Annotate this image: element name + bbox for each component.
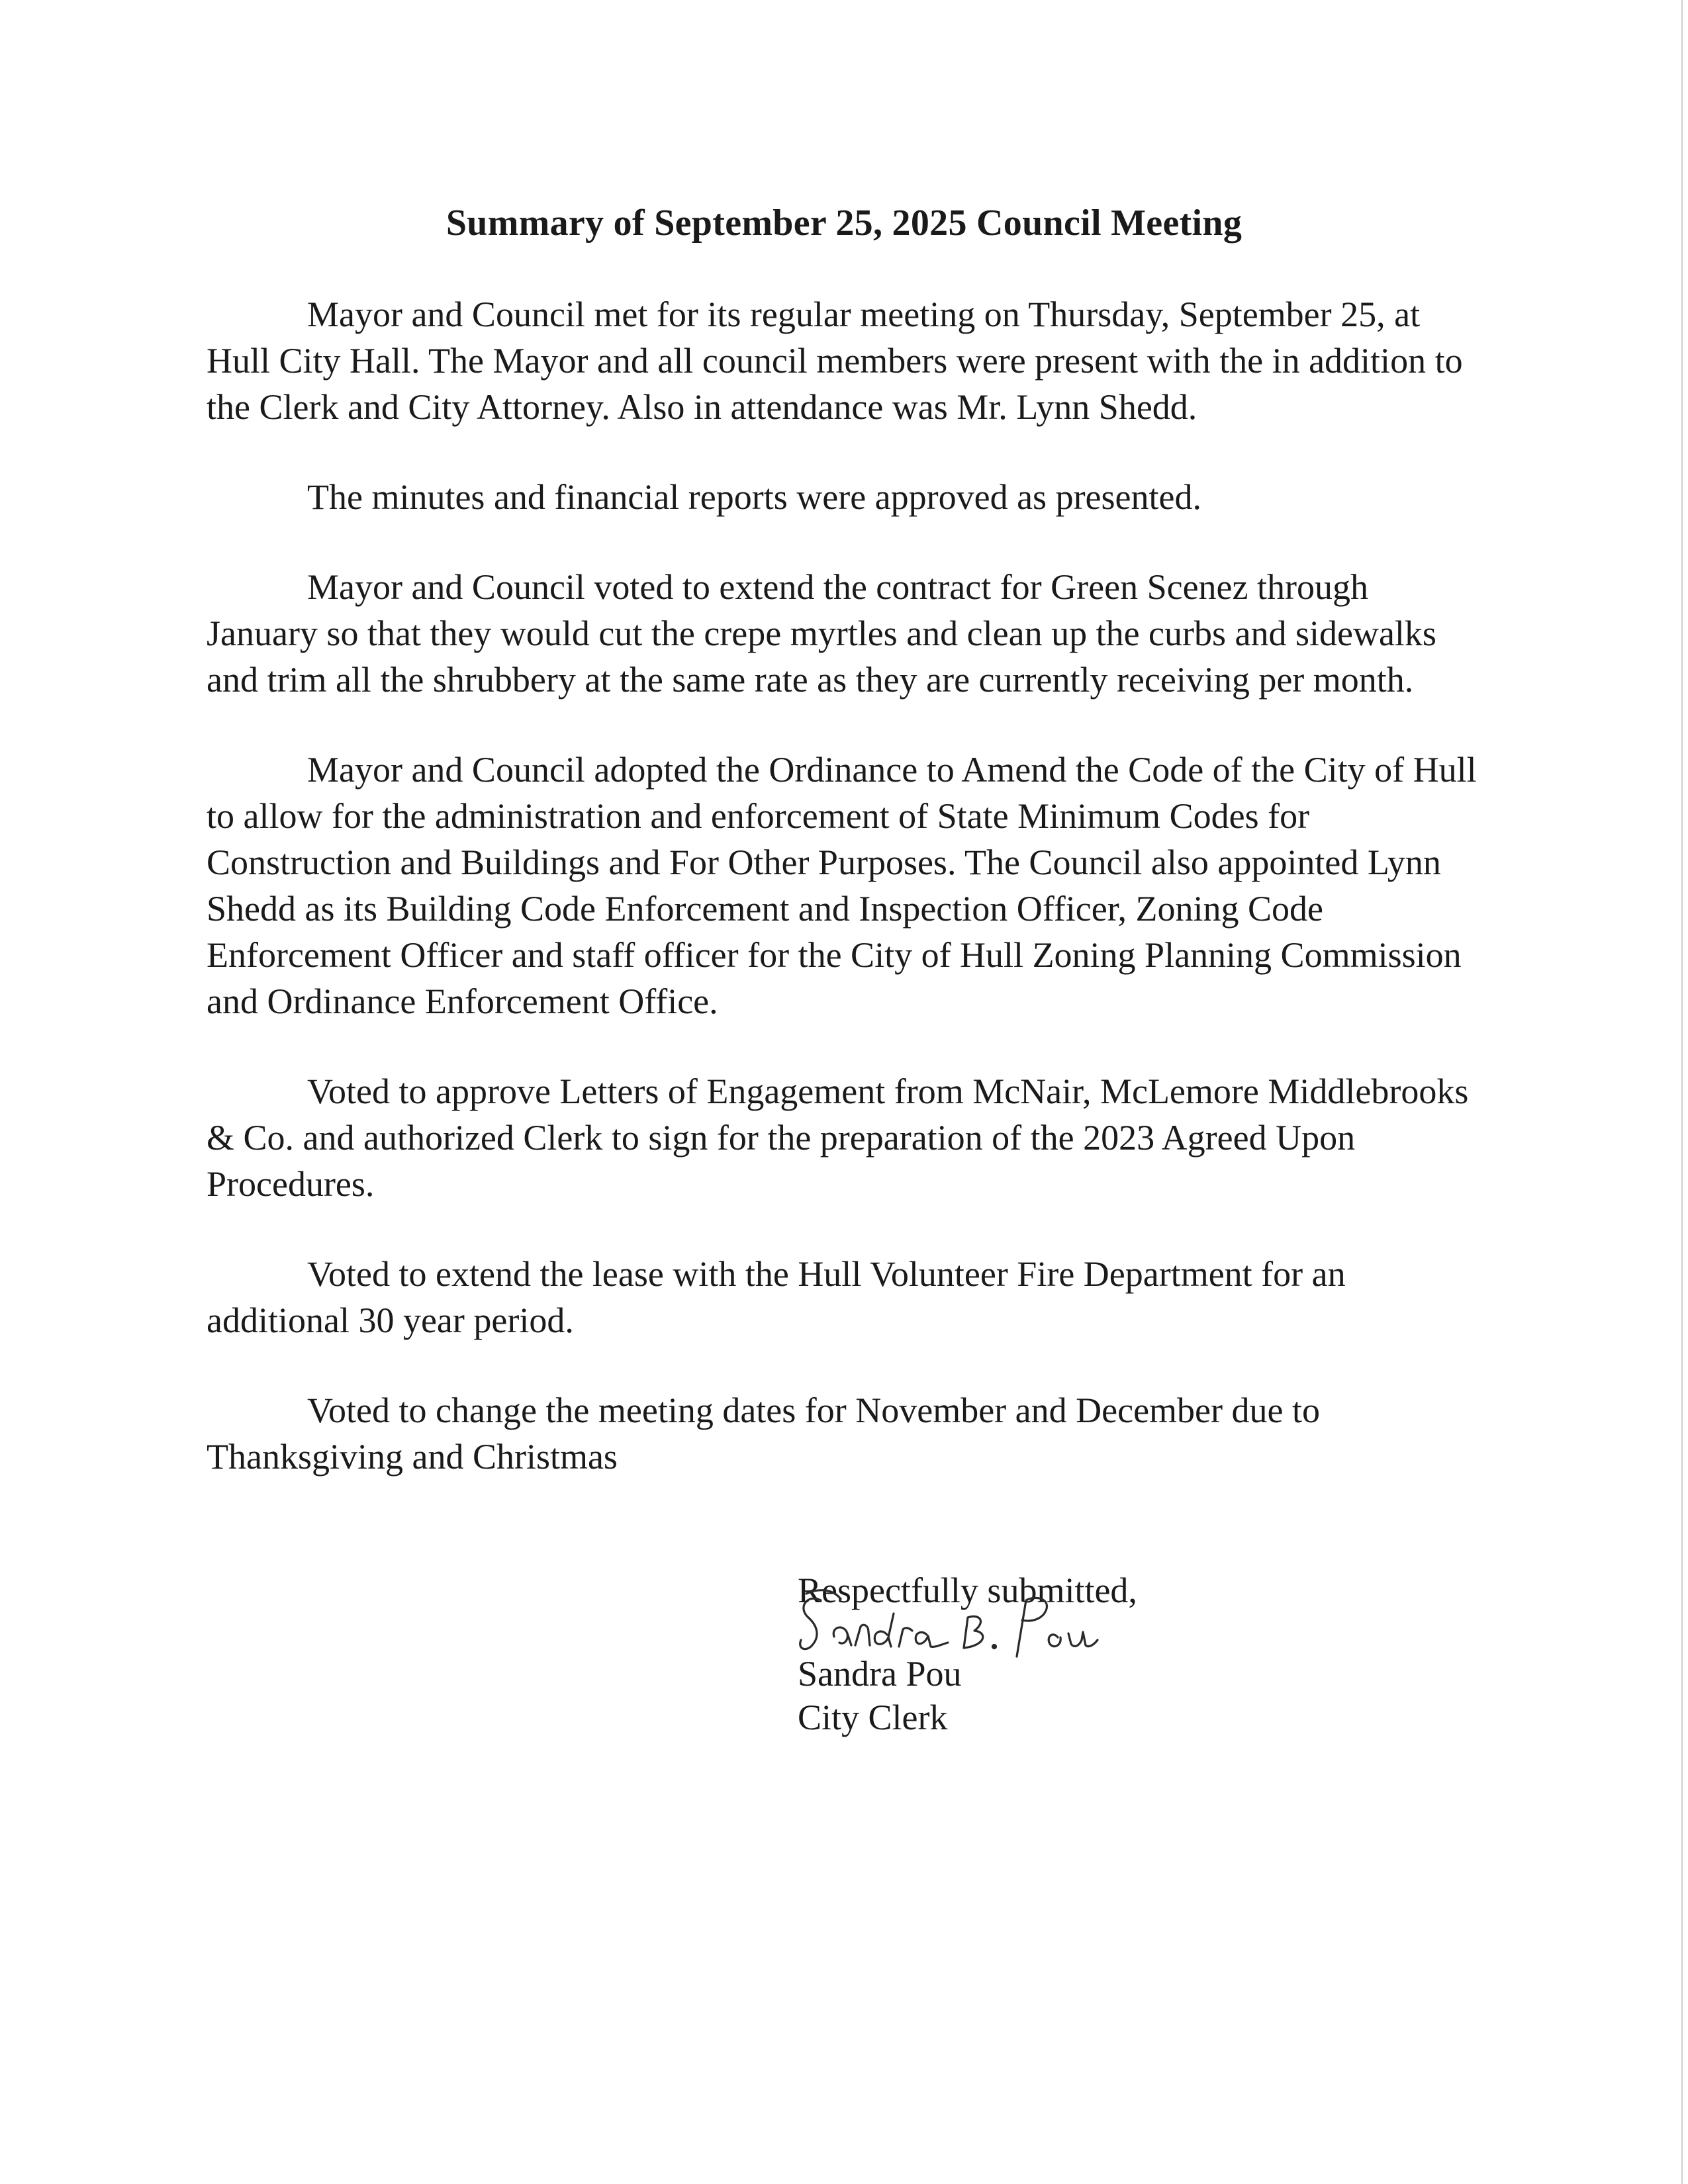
page-title: Summary of September 25, 2025 Council Meeting [445,203,1243,244]
signer-role: City Clerk [798,1698,948,1737]
paragraph-meeting-attendance: Mayor and Council met for its regular meeting on Thursday, September 25, at Hull City Hall. The Mayor and all council members were present with the in addition to the Clerk and City Attorney. Also in attendance was Mr. Lynn Shedd. [207,295,1463,427]
signer-name: Sandra Pou [798,1654,962,1694]
document-body [207,291,1484,1524]
handwritten-signature [794,1574,1165,1673]
paragraph-ordinance-adoption: Mayor and Council adopted the Ordinance to Amend the Code of the City of Hull to allow for the administration and enforcement of State Minimum Codes for Construction and Buildings and For Other Purposes. The Council also appointed Lynn Shedd as its Building Code Enforcement and Inspection Officer, Zoning Code Enforcement Officer and staff officer for the City of Hull Zoning Planning Commission and Ordinance Enforcement Office. [207,750,1477,1021]
paragraph-engagement-letters: Voted to approve Letters of Engagement from McNair, McLemore Middlebrooks & Co. and authorized Clerk to sign for the preparation of the 2023 Agreed Upon Procedures. [207,1071,1469,1204]
paragraph-meeting-dates: Voted to change the meeting dates for November and December due to Thanksgiving and Christmas [207,1390,1320,1477]
page-edge [1681,0,1683,2184]
paragraph-fire-department-lease: Voted to extend the lease with the Hull Volunteer Fire Department for an additional 30 year period. [207,1254,1346,1340]
closing-line: Respectfully submitted, [798,1570,1137,1610]
paragraph-green-scenez-contract: Mayor and Council voted to extend the contract for Green Scenez through January so that they would cut the crepe myrtles and clean up the curbs and sidewalks and trim all the shrubbery at the same rate as they are currently receiving per month. [207,567,1436,700]
paragraph-minutes-approval: The minutes and financial reports were approved as presented. [307,477,1201,517]
